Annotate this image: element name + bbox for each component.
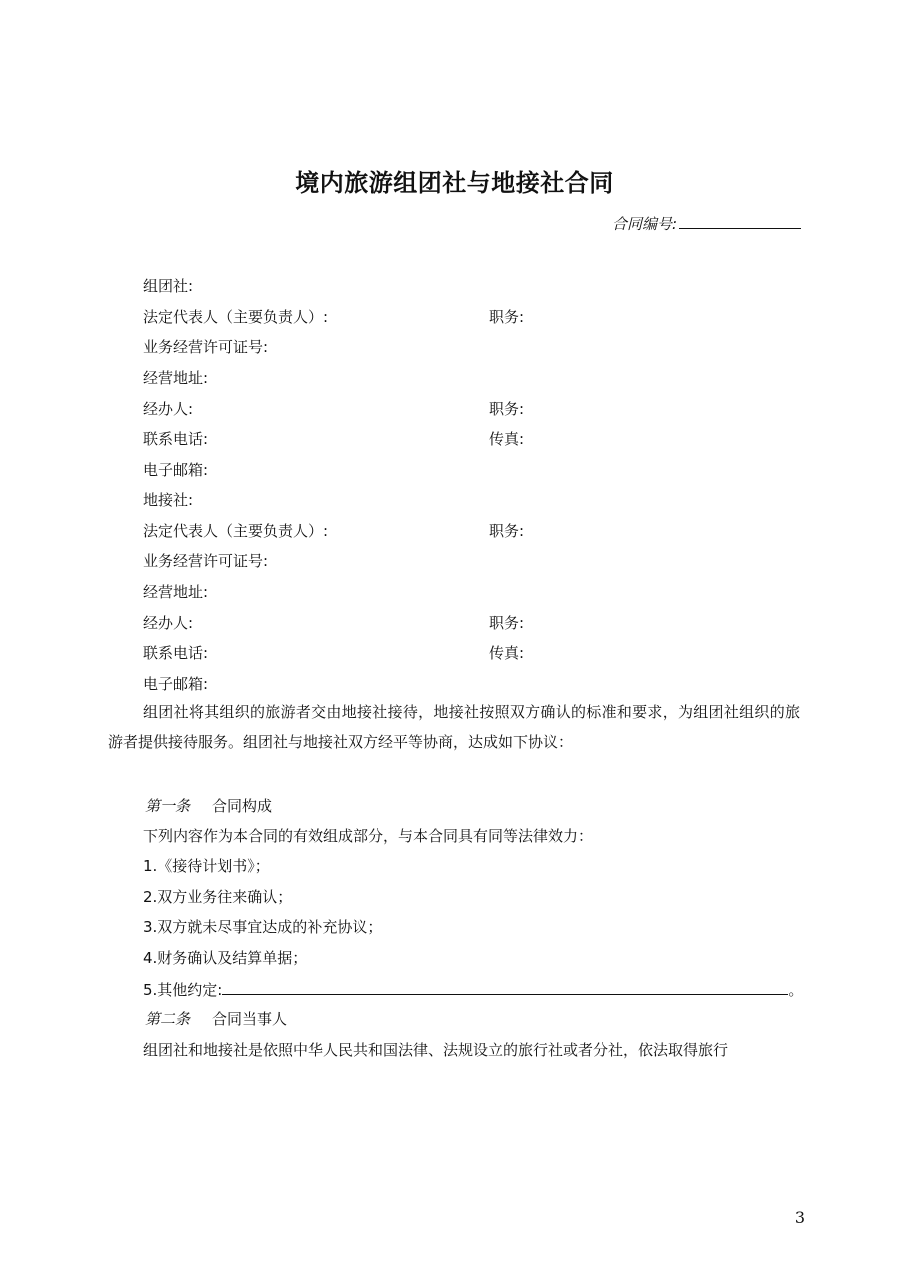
document-title: 境内旅游组团社与地接社合同 xyxy=(295,168,614,197)
local-agency-email-label: 电子邮箱: xyxy=(143,675,209,693)
local-agency-license-label: 业务经营许可证号: xyxy=(143,552,269,570)
contract-number xyxy=(612,212,801,234)
tour-operator-legal-rep-label: 法定代表人（主要负责人）: xyxy=(143,308,329,326)
local-agency-label: 地接社: xyxy=(143,491,194,509)
article-1-item-5 xyxy=(143,978,803,1000)
article-1-item-2: 2.双方业务往来确认； xyxy=(143,888,293,906)
tour-operator-address-label: 经营地址: xyxy=(143,369,209,387)
article-2-title: 合同当事人 xyxy=(212,1010,288,1028)
page-number: 3 xyxy=(794,1208,805,1227)
contract-number-label: 合同编号: xyxy=(612,215,678,233)
tour-operator-agent-title-label: 职务: xyxy=(489,400,525,418)
local-agency-agent-label: 经办人: xyxy=(143,614,194,632)
article-2-number: 第二条 xyxy=(145,1010,191,1028)
tour-operator-license-label: 业务经营许可证号: xyxy=(143,338,269,356)
local-agency-agent-title-label: 职务: xyxy=(489,614,525,632)
tour-operator-legal-rep-title-label: 职务: xyxy=(489,308,525,326)
local-agency-address-label: 经营地址: xyxy=(143,583,209,601)
local-agency-legal-rep-label: 法定代表人（主要负责人）: xyxy=(143,522,329,540)
tour-operator-agent-label: 经办人: xyxy=(143,400,194,418)
article-1-number: 第一条 xyxy=(145,797,191,815)
local-agency-legal-rep-title-label: 职务: xyxy=(489,522,525,540)
article-2-text: 组团社和地接社是依照中华人民共和国法律、法规设立的旅行社或者分社，依法取得旅行 xyxy=(143,1041,729,1059)
tour-operator-phone-label: 联系电话: xyxy=(143,430,209,448)
article-1-other-blank xyxy=(222,978,788,995)
article-1-other-end: 。 xyxy=(788,981,804,999)
tour-operator-label: 组团社: xyxy=(143,277,194,295)
article-1-item-4: 4.财务确认及结算单据； xyxy=(143,949,308,967)
article-1-other-label: 5.其他约定: xyxy=(143,981,223,999)
intro-paragraph: 组团社将其组织的旅游者交由地接社接待，地接社按照双方确认的标准和要求，为组团社组织的旅游者提供接待服务。组团社与地接社双方经平等协商，达成如下协议： xyxy=(108,703,800,751)
local-agency-phone-label: 联系电话: xyxy=(143,644,209,662)
article-1-item-3: 3.双方就未尽事宜达成的补充协议； xyxy=(143,918,383,936)
tour-operator-fax-label: 传真: xyxy=(489,430,525,448)
article-1-item-1: 1.《接待计划书》； xyxy=(143,857,270,875)
article-1-lead: 下列内容作为本合同的有效组成部分，与本合同具有同等法律效力： xyxy=(143,827,594,845)
tour-operator-email-label: 电子邮箱: xyxy=(143,461,209,479)
article-1-heading xyxy=(145,795,272,816)
article-2-heading xyxy=(145,1008,287,1029)
local-agency-fax-label: 传真: xyxy=(489,644,525,662)
contract-number-blank xyxy=(679,212,801,229)
article-1-title: 合同构成 xyxy=(212,797,273,815)
